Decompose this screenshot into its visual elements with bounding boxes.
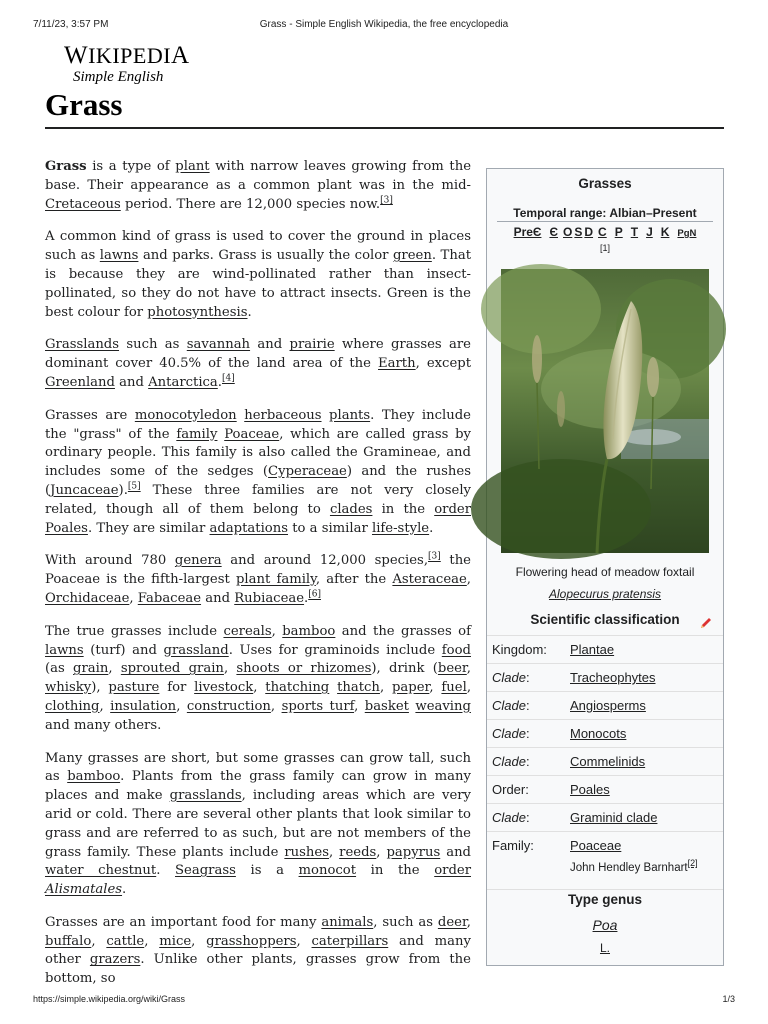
link-caterpillars[interactable]: caterpillars <box>311 933 389 949</box>
print-url: https://simple.wikipedia.org/wiki/Grass <box>33 994 186 1004</box>
link-fabaceae[interactable]: Fabaceae <box>137 590 202 606</box>
link-grain[interactable]: grain <box>73 661 109 677</box>
taxobox-title: Grasses <box>578 176 632 191</box>
ref-5[interactable]: [5] <box>127 481 141 492</box>
link-paper[interactable]: paper <box>391 680 430 696</box>
pencil-icon[interactable] <box>699 616 713 633</box>
photo-caption <box>487 561 723 605</box>
link-construction[interactable]: construction <box>186 698 271 714</box>
article-body <box>45 158 472 987</box>
geo-period[interactable]: K <box>660 225 670 239</box>
link-greenland[interactable]: Greenland <box>45 374 115 390</box>
link-grazers[interactable]: grazers <box>89 952 141 968</box>
link-beer[interactable]: beer <box>437 661 467 677</box>
geo-period[interactable]: J <box>646 225 653 239</box>
geologic-timescale <box>487 225 723 239</box>
link-herbaceous[interactable]: herbaceous <box>244 407 322 423</box>
ref-2[interactable]: [2] <box>687 858 698 869</box>
link-adaptations[interactable]: adaptations <box>209 520 289 536</box>
link-order[interactable]: order <box>434 501 471 517</box>
print-doc-title: Grass - Simple English Wikipedia, the free encyclopedia <box>259 19 509 30</box>
link-buffalo[interactable]: buffalo <box>45 933 92 949</box>
link-cyperaceae[interactable]: Cyperaceae <box>268 464 347 480</box>
link-plants[interactable]: plants <box>329 407 371 423</box>
link-shoots-rhizomes[interactable]: shoots or rhizomes <box>236 661 372 677</box>
print-page-number: 1/3 <box>722 994 735 1004</box>
link-order-2[interactable]: order <box>434 863 471 879</box>
classification-row: Clade: Monocots <box>487 719 723 748</box>
geo-period[interactable]: O <box>563 225 573 239</box>
link-deer[interactable]: deer <box>437 914 467 930</box>
link-lawns[interactable]: lawns <box>99 248 139 264</box>
ref-3b[interactable]: [3] <box>428 551 441 562</box>
link-savannah[interactable]: savannah <box>186 337 251 353</box>
link-monocotyledon[interactable]: monocotyledon <box>134 407 237 423</box>
link-photosynthesis[interactable]: photosynthesis <box>147 304 248 320</box>
link-clothing[interactable]: clothing <box>45 698 100 714</box>
family-authority: John Hendley Barnhart[2] <box>570 858 698 874</box>
link-cereals[interactable]: cereals <box>223 623 272 639</box>
classification-row: Clade: Tracheophytes <box>487 663 723 692</box>
link-water-chestnut[interactable]: water chestnut <box>45 863 157 879</box>
link-family[interactable]: family <box>176 426 218 442</box>
paragraph-7: Many grasses are short, but some grasses can grow tall, such as bamboo. Plants from the grass family can grow in many places and make grasslands, including areas which are very arid or cold. There are several other plants that look similar to grass and are referred to as such, but are not members of the grass family. These plants include rushes, reeds, papyrus and water chestnut. Seagrass is a monocot in the order Alismatales. <box>45 750 471 898</box>
geo-period[interactable]: T <box>630 225 639 239</box>
ref-3[interactable]: [3] <box>380 195 393 206</box>
link-fuel[interactable]: fuel <box>441 680 467 696</box>
geo-ref[interactable]: [1] <box>599 243 610 253</box>
link-rubiaceae[interactable]: Rubiaceae <box>234 590 305 606</box>
classification-row: Kingdom: Plantae <box>487 635 723 664</box>
caption-text: Flowering head of meadow foxtail <box>515 565 695 579</box>
link-green[interactable]: green <box>392 248 432 264</box>
link-sprouted-grain[interactable]: sprouted grain <box>120 661 224 677</box>
link-orchidaceae[interactable]: Orchidaceae <box>45 590 130 606</box>
classification-value-link[interactable]: Angiosperms <box>570 698 646 713</box>
link-basket[interactable]: basket <box>364 698 409 714</box>
link-life-style[interactable]: life-style <box>371 520 430 536</box>
geo-period[interactable]: S <box>574 225 583 239</box>
link-alismatales[interactable]: Alismatales <box>45 882 123 898</box>
range-divider <box>497 221 713 222</box>
paragraph-3: Grasslands such as savannah and prairie where grasses are dominant cover 40.5% of the land area of the Earth, except Greenland and Antarctica.[4] <box>45 337 471 390</box>
link-insulation[interactable]: insulation <box>110 698 177 714</box>
logo-wordmark: WIKIPEDIA <box>64 42 190 69</box>
link-livestock[interactable]: livestock <box>194 680 254 696</box>
geo-period[interactable]: PgN <box>677 228 697 239</box>
link-grasslands[interactable]: Grasslands <box>45 337 120 353</box>
link-grasshoppers[interactable]: grasshoppers <box>206 933 297 949</box>
link-lawns-2[interactable]: lawns <box>45 642 84 658</box>
classification-value-link[interactable]: Tracheophytes <box>570 670 656 685</box>
geo-period[interactable]: P <box>614 225 623 239</box>
link-antarctica[interactable]: Antarctica <box>148 374 218 390</box>
link-thatching[interactable]: thatching <box>265 680 330 696</box>
geo-period[interactable]: C <box>598 225 607 239</box>
link-clades[interactable]: clades <box>329 501 373 517</box>
link-cattle[interactable]: cattle <box>106 933 145 949</box>
link-thatch[interactable]: thatch <box>337 680 380 696</box>
title-divider <box>45 127 724 129</box>
link-pasture[interactable]: pasture <box>108 680 160 696</box>
link-plant[interactable]: plant <box>175 159 210 174</box>
classification-row: Clade: Angiosperms <box>487 691 723 720</box>
classification-value-link[interactable]: Monocots <box>570 726 627 741</box>
link-monocot[interactable]: monocot <box>298 863 357 879</box>
classification-row: Order: Poales <box>487 775 723 804</box>
classification-value-link[interactable]: Poales <box>570 782 610 797</box>
classification-value-link[interactable]: Poaceae <box>570 838 622 853</box>
foxtail-photo-art <box>501 269 709 553</box>
link-poaceae[interactable]: Poaceae <box>224 426 280 442</box>
link-bamboo-2[interactable]: bamboo <box>67 769 121 785</box>
paragraph-5: With around 780 genera and around 12,000 species,[3] the Poaceae is the fifth-largest plant family, after the Asteraceae, Orchidaceae, Fabaceae and Rubiaceae.[6] <box>45 551 471 606</box>
paragraph-4: Grasses are monocotyledon herbaceous plants. They include the "grass" of the family Poaceae, which are called grass by ordinary people. This family is also called the Gramineae, and includes some of the sedges (Cyperaceae) and the rushes (Juncaceae).[5] These three families are not very closely related, though all of them belong to clades in the order Poales. They are similar adaptations to a similar life-style. <box>45 407 471 536</box>
link-plant-family[interactable]: plant family <box>235 572 316 588</box>
ref-4[interactable]: [4] <box>222 373 235 384</box>
geo-period[interactable]: D <box>584 225 594 239</box>
classification-row: Clade: Graminid clade <box>487 803 723 832</box>
link-genera[interactable]: genera <box>174 553 222 569</box>
paragraph-6: The true grasses include cereals, bamboo and the grasses of lawns (turf) and grassland. Uses for graminoids include food (as grain, sprouted grain, shoots or rhizomes), drink (beer, whisky), pasture for livestock, thatching thatch, paper, fuel, clothing, insulation, construction, sports turf, basket weaving and many others. <box>45 623 472 733</box>
caption-species-link[interactable]: Alopecurus pratensis <box>548 587 662 601</box>
classification-value-link[interactable]: Plantae <box>570 642 615 657</box>
link-food[interactable]: food <box>441 642 471 658</box>
link-grasslands-2[interactable]: grasslands <box>169 788 242 804</box>
link-prairie[interactable]: prairie <box>289 337 335 353</box>
classification-value-link[interactable]: Commelinids <box>570 754 646 769</box>
sci-classification-heading: Scientific classification <box>487 612 723 627</box>
link-mice[interactable]: mice <box>159 933 192 949</box>
temporal-range: Temporal range: Albian–Present <box>513 206 697 220</box>
page-title: Grass <box>45 87 123 122</box>
link-cretaceous[interactable]: Cretaceous <box>45 196 121 212</box>
classification-row: Family: Poaceae John Hendley Barnhart[2] <box>487 831 723 882</box>
link-juncaceae[interactable]: Juncaceae <box>50 482 119 498</box>
print-datetime: 7/11/23, 3:57 PM <box>33 19 109 30</box>
paragraph-2: A common kind of grass is used to cover the ground in places such as lawns and parks. Grass is usually the color green. That is because they are wind-pollinated rather than insect-pollinated, so they do not have to attract insects. Green is the best colour for photosynthesis. <box>45 229 471 320</box>
link-weaving[interactable]: weaving <box>415 698 471 714</box>
link-reeds[interactable]: reeds <box>339 844 377 860</box>
logo-tagline: Simple English <box>73 69 164 85</box>
link-grassland[interactable]: grassland <box>163 642 229 658</box>
geo-period[interactable]: Є <box>549 225 558 239</box>
type-genus-author-link[interactable]: L. <box>599 941 610 955</box>
paragraph-1: Grass is a type of plant with narrow leaves growing from the base. Their appearance as a common plant was in the mid-Cretaceous period. There are 12,000 species now.[3] <box>45 159 471 212</box>
link-poales[interactable]: Poales <box>45 520 88 536</box>
link-asteraceae[interactable]: Asteraceae <box>392 572 467 588</box>
classification-value-link[interactable]: Graminid clade <box>570 810 658 825</box>
link-whisky[interactable]: whisky <box>45 680 92 696</box>
link-sports-turf[interactable]: sports turf <box>281 698 355 714</box>
type-genus-heading: Type genus <box>487 889 723 907</box>
link-papyrus[interactable]: papyrus <box>386 844 441 860</box>
link-earth[interactable]: Earth <box>378 356 416 372</box>
geo-period[interactable]: PreЄ <box>513 225 542 239</box>
paragraph-8: Grasses are an important food for many animals, such as deer, buffalo, cattle, mice, grasshoppers, caterpillars and many other grazers. Unlike other plants, grasses grow from the bottom, so <box>45 914 471 987</box>
taxobox <box>486 168 724 966</box>
classification-row: Clade: Commelinids <box>487 747 723 776</box>
foxtail-photo[interactable] <box>501 269 709 553</box>
link-bamboo[interactable]: bamboo <box>282 623 336 639</box>
link-animals[interactable]: animals <box>321 914 374 930</box>
type-genus-link[interactable]: Poa <box>592 917 618 933</box>
ref-6[interactable]: [6] <box>308 589 321 600</box>
link-seagrass[interactable]: Seagrass <box>175 863 236 879</box>
link-rushes[interactable]: rushes <box>284 844 329 860</box>
wikipedia-logo[interactable] <box>64 44 204 86</box>
